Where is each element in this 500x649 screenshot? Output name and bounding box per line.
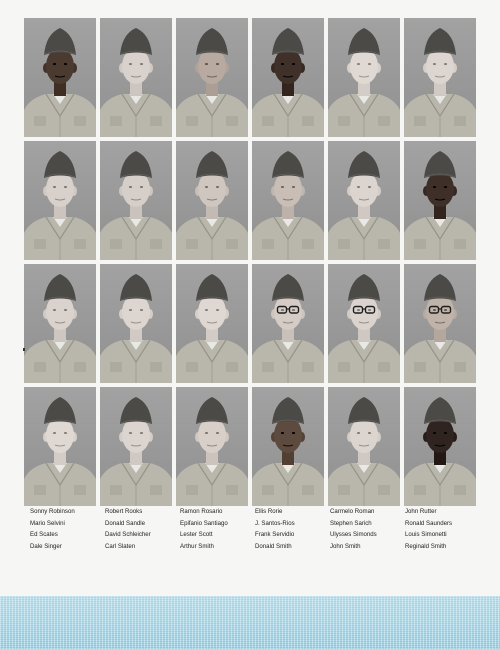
soldier-portrait xyxy=(328,264,400,383)
soldier-portrait xyxy=(404,141,476,260)
soldier-portrait xyxy=(252,18,324,137)
soldier-portrait xyxy=(328,141,400,260)
caption-name: Robert Rooks xyxy=(105,508,143,515)
caption-name: Ulysses Simonds xyxy=(330,531,377,539)
soldier-portrait xyxy=(176,387,248,506)
soldier-portrait xyxy=(252,387,324,506)
caption-name: Epifanio Santiago xyxy=(180,519,228,527)
name-captions xyxy=(30,506,470,554)
caption-name: Louis Simonetti xyxy=(405,531,447,539)
margin-mark xyxy=(23,348,25,351)
caption-name: Carl Slaten xyxy=(105,542,136,550)
caption-name: Carmelo Roman xyxy=(330,508,375,515)
caption-name: Sonny Robinson xyxy=(30,508,75,515)
soldier-portrait xyxy=(24,387,96,506)
caption-name: John Smith xyxy=(330,542,361,550)
soldier-portrait xyxy=(24,264,96,383)
soldier-portrait xyxy=(328,18,400,137)
caption-name: Ramon Rosario xyxy=(180,508,223,515)
soldier-portrait xyxy=(404,387,476,506)
soldier-portrait xyxy=(100,18,172,137)
caption-name: Ellis Rorie xyxy=(255,508,283,515)
name-column-5 xyxy=(330,506,405,554)
caption-name: Frank Servidio xyxy=(255,531,295,539)
caption-name: John Rutter xyxy=(405,508,437,515)
caption-name: Ronald Saunders xyxy=(405,519,453,527)
caption-name: J. Santos-Rios xyxy=(255,519,295,527)
caption-name: Donald Sandle xyxy=(105,519,145,527)
soldier-portrait xyxy=(252,264,324,383)
name-column-1 xyxy=(30,506,105,554)
soldier-portrait xyxy=(328,387,400,506)
caption-name: Donald Smith xyxy=(255,542,292,550)
soldier-portrait xyxy=(24,141,96,260)
caption-name: Stephen Sarich xyxy=(330,519,372,527)
portrait-grid xyxy=(24,18,476,506)
soldier-portrait xyxy=(404,264,476,383)
caption-name: Dale Singer xyxy=(30,542,62,550)
name-column-4 xyxy=(255,506,330,554)
soldier-portrait xyxy=(176,18,248,137)
caption-name: Reginald Smith xyxy=(405,542,447,550)
caption-name: Mario Selvini xyxy=(30,519,65,527)
caption-name: Ed Scates xyxy=(30,531,58,539)
soldier-portrait xyxy=(252,141,324,260)
caption-name: Lester Scott xyxy=(180,531,213,539)
soldier-portrait xyxy=(100,387,172,506)
soldier-portrait xyxy=(404,18,476,137)
name-column-2 xyxy=(105,506,180,554)
name-column-3 xyxy=(180,506,255,554)
caption-name: Arthur Smith xyxy=(180,542,214,550)
soldier-portrait xyxy=(176,141,248,260)
decorative-footer-band xyxy=(0,596,500,649)
caption-name: David Schleicher xyxy=(105,531,151,539)
soldier-portrait xyxy=(100,264,172,383)
soldier-portrait xyxy=(100,141,172,260)
soldier-portrait xyxy=(24,18,96,137)
soldier-portrait xyxy=(176,264,248,383)
name-column-6 xyxy=(405,506,480,554)
